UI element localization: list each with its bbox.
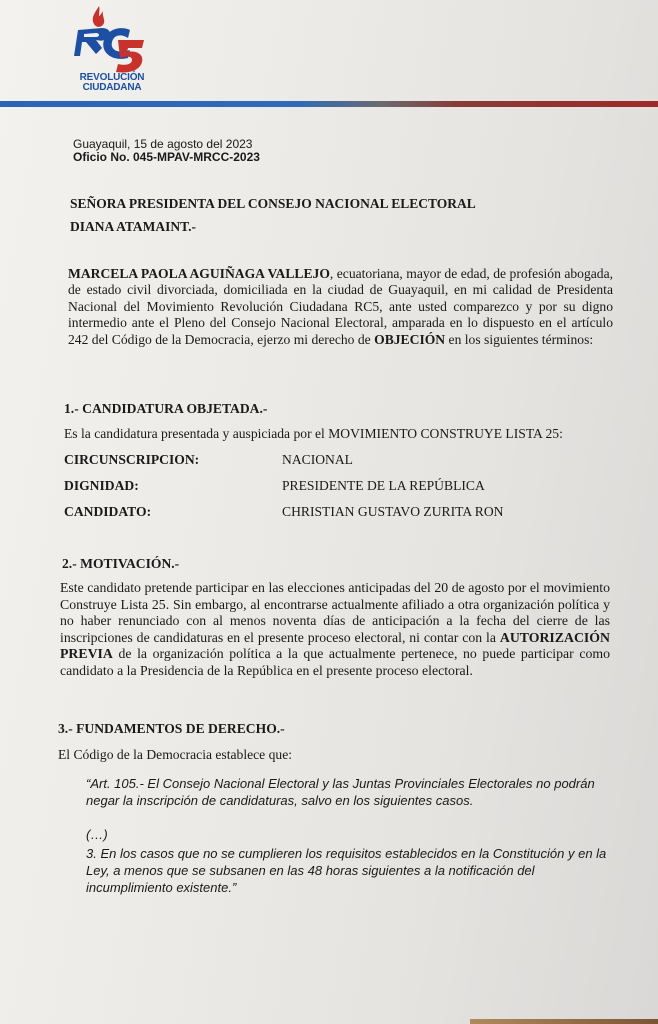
sender-name: MARCELA PAOLA AGUIÑAGA VALLEJO bbox=[68, 266, 330, 281]
opening-text-2: en los siguientes términos: bbox=[445, 331, 594, 347]
legal-quote-clause: 3. En los casos que no se cumplieren los requisitos establecidos en la Constitución y en la Ley, a menos que se subsanen en las 48 horas siguientes a la notificación del incumplimiento existente.” bbox=[86, 846, 607, 895]
field-value: NACIONAL bbox=[282, 452, 353, 467]
header-divider bbox=[0, 101, 658, 107]
logo-text-line1: REVOLUCIÓN bbox=[79, 72, 145, 83]
letter-date: Guayaquil, 15 de agosto del 2023 bbox=[73, 137, 253, 151]
opening-text-1: , ecuatoriana, mayor de edad, de profesión abogada, de estado civil divorciada, domiciliada en la ciudad de Guayaquil, en mi calidad de Presidenta Nacional del Movimiento Revolución Ciudadana RC5, ante usted comparezco y por su digno intermedio ante el Pleno del Consejo Nacional Electoral, amparada en lo dispuesto en el artículo 242 del Código de la Democracia, ejerzo mi derecho de bbox=[68, 266, 614, 347]
section2-heading: 2.- MOTIVACIÓN.- bbox=[62, 556, 180, 571]
field-label: CIRCUNSCRIPCION: bbox=[64, 452, 200, 467]
field-label: CANDIDATO: bbox=[64, 504, 152, 519]
legal-quote-article: “Art. 105.- El Consejo Nacional Electoral y las Juntas Provinciales Electorales no podrán negar la inscripción de candidaturas, salvo en los siguientes casos. bbox=[86, 776, 595, 808]
logo-text-line2: CIUDADANA bbox=[82, 82, 142, 93]
motivation-text-1: Este candidato pretende participar en las elecciones anticipadas del 20 de agosto por el movimiento Construye Lista 25. Sin embargo, al encontrarse actualmente afiliado a otra organización política y no haber renunciado con al menos noventa días de anticipación a la fecha del cierre de las inscripciones de candidaturas en el presente proceso electoral, ni contar con la bbox=[60, 580, 610, 645]
recipient-name: DIANA ATAMAINT.- bbox=[70, 219, 197, 234]
prior-authorization-keyword: AUTORIZACIÓN PREVIA bbox=[60, 629, 610, 662]
recipient-title: SEÑORA PRESIDENTA DEL CONSEJO NACIONAL ELECTORAL bbox=[70, 196, 476, 211]
motivation-paragraph bbox=[60, 580, 610, 680]
section1-heading: 1.- CANDIDATURA OBJETADA.- bbox=[64, 401, 268, 416]
legal-quote-ellipsis: (…) bbox=[86, 827, 108, 842]
logo-wordmark bbox=[74, 73, 150, 93]
field-value: CHRISTIAN GUSTAVO ZURITA RON bbox=[282, 504, 504, 519]
table-surface-edge bbox=[470, 1019, 658, 1024]
opening-paragraph bbox=[68, 266, 613, 348]
field-value: PRESIDENTE DE LA REPÚBLICA bbox=[282, 478, 485, 493]
section1-intro: Es la candidatura presentada y auspiciada por el MOVIMIENTO CONSTRUYE LISTA 25: bbox=[64, 426, 563, 441]
oficio-number: Oficio No. 045-MPAV-MRCC-2023 bbox=[73, 150, 260, 164]
rc5-logo-icon bbox=[72, 4, 148, 76]
objection-keyword: OBJECIÓN bbox=[374, 331, 446, 347]
motivation-text-2: de la organización política a la que actualmente pertenece, no puede participar como candidato a la Presidencia de la República en el presente proceso electoral. bbox=[60, 646, 610, 678]
section3-heading: 3.- FUNDAMENTOS DE DERECHO.- bbox=[58, 721, 285, 736]
section3-intro: El Código de la Democracia establece que: bbox=[58, 747, 293, 762]
field-label: DIGNIDAD: bbox=[64, 478, 139, 493]
